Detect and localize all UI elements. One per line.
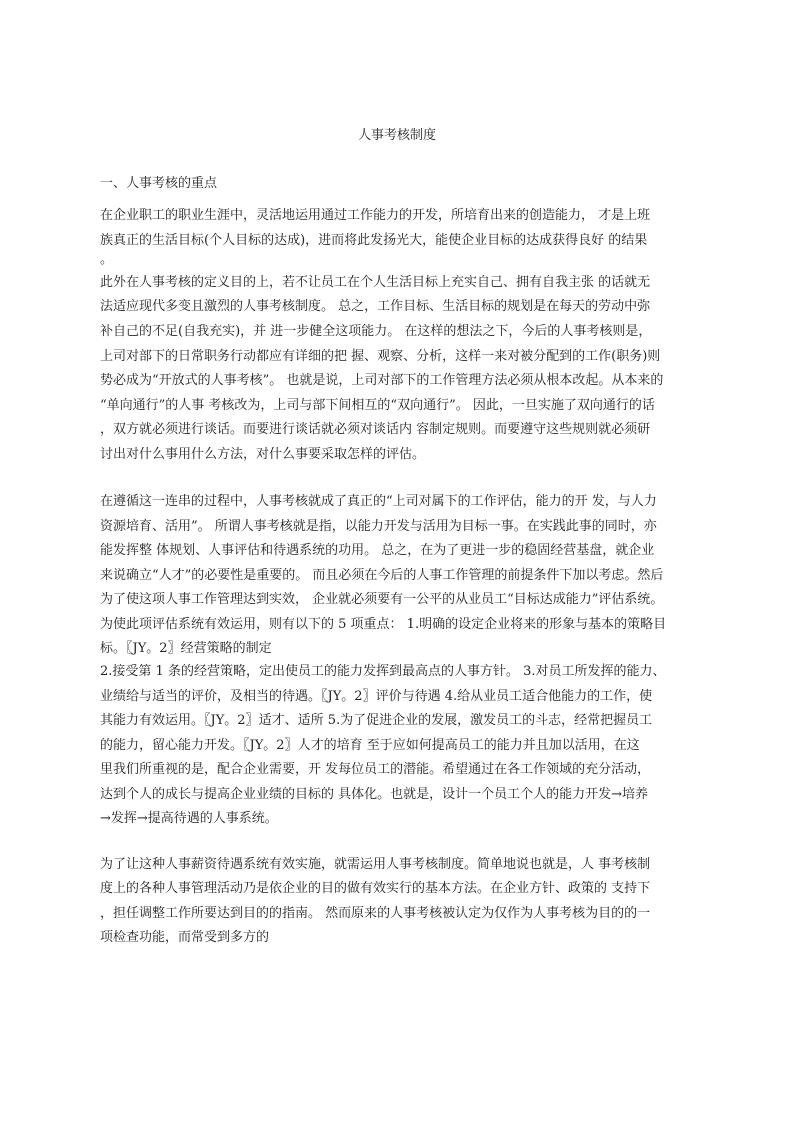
body-line: 资源培育、活用”。 所谓人事考核就是指，以能力开发与活用为目标一事。在实践此事的同时，亦 bbox=[100, 519, 657, 534]
body-line: 来说确立“人才”的必要性是重要的。 而且必须在今后的人事工作管理的前提条件下加以考虑。然后 bbox=[100, 568, 664, 583]
body-line: “单向通行”的人事 考核改为，上司与部下间相互的“双向通行”。 因此，一旦实施了双向通行的话 bbox=[100, 398, 655, 413]
body-line: 度上的各种人事管理活动乃是依企业的目的做有效实行的基本方法。在企业方针、政策的 支持下 bbox=[100, 881, 651, 896]
body-line: 2.接受第 1 条的经营策略，定出使员工的能力发挥到最高点的人事方针。 3.对员工所发挥的能力、 bbox=[100, 664, 666, 679]
body-line: 补自己的不足(自我充实)，并 进一步健全这项能力。 在这样的想法之下，今后的人事考核则是， bbox=[100, 324, 652, 339]
body-line: 的能力，留心能力开发。〖JY。2〗人才的培育 至于应如何提高员工的能力并且加以活用，在这 bbox=[100, 738, 640, 753]
body-line: 能发挥整 体规划、人事评估和待遇系统的功用。 总之，在为了更进一步的稳固经营基盘，就企业 bbox=[100, 543, 655, 558]
body-line: 法适应现代多变且激烈的人事考核制度。 总之，工作目标、生活目标的规划是在每天的劳动中弥 bbox=[100, 299, 651, 314]
body-line: 达到个人的成长与提高企业业绩的目标的 具体化。也就是，设计一个员工个人的能力开发→培养 bbox=[100, 787, 649, 802]
section-heading: 一、人事考核的重点 bbox=[100, 176, 218, 191]
body-line: 为使此项评估系统有效运用，则有以下的 5 项重点： 1.明确的设定企业将来的形象与基本的策略目 bbox=[100, 617, 667, 632]
body-line: 里我们所重视的是，配合企业需要，开 发每位员工的潜能。希望通过在各工作领域的充分活动， bbox=[100, 762, 651, 777]
body-line: ，担任调整工作所要达到目的的指南。 然而原来的人事考核被认定为仅作为人事考核为目的的一 bbox=[100, 906, 651, 921]
body-line: 业绩给与适当的评价，及相当的待遇。〖JY。2〗评价与待遇 4.给从业员工适合他能力的工作，使 bbox=[100, 689, 653, 704]
body-line: 为了让这种人事薪资待遇系统有效实施，就需运用人事考核制度。简单地说也就是，人 事考核制 bbox=[100, 857, 651, 872]
document-title: 人事考核制度 bbox=[357, 128, 436, 143]
body-line: 上司对部下的日常职务行动都应有详细的把 握、观察、分析，这样一来对被分配到的工作(职务)则 bbox=[100, 349, 661, 364]
body-line: 为了使这项人事工作管理达到实效， 企业就必须要有一公平的从业员工“目标达成能力”评估系统。 bbox=[100, 592, 664, 607]
body-line: 。 bbox=[100, 252, 114, 267]
body-line: 标。〖JY。2〗经营策略的制定 bbox=[100, 641, 272, 656]
body-line: 在企业职工的职业生涯中，灵活地运用通过工作能力的开发，所培育出来的创造能力， 才是上班 bbox=[100, 208, 651, 223]
body-line: 讨出对什么事用什么方法，对什么事要采取怎样的评估。 bbox=[100, 447, 426, 462]
body-line: 其能力有效运用。〖JY。2〗适才、适所 5.为了促进企业的发展，激发员工的斗志，经常把握员工 bbox=[100, 713, 653, 728]
body-line: →发挥→提高待遇的人事系统。 bbox=[100, 811, 278, 826]
body-line: 项检查功能，而常受到多方的 bbox=[100, 930, 270, 945]
body-line: 势必成为“开放式的人事考核”。 也就是说，上司对部下的工作管理方法必须从根本改起。从本来的 bbox=[100, 373, 664, 388]
body-line: 族真正的生活目标(个人目标的达成)，进而将此发扬光大，能使企业目标的达成获得良好 的结果 bbox=[100, 233, 648, 248]
body-line: 在遵循这一连串的过程中，人事考核就成了真正的“上司对属下的工作评估，能力的开 发，与人力 bbox=[100, 494, 657, 509]
body-line: 此外在人事考核的定义目的上，若不让员工在个人生活目标上充实自己、拥有自我主张 的话就无 bbox=[100, 275, 651, 290]
body-line: ，双方就必须进行谈话。而要进行谈话就必须对谈话内 容制定规则。而要遵守这些规则就必须研 bbox=[100, 422, 651, 437]
